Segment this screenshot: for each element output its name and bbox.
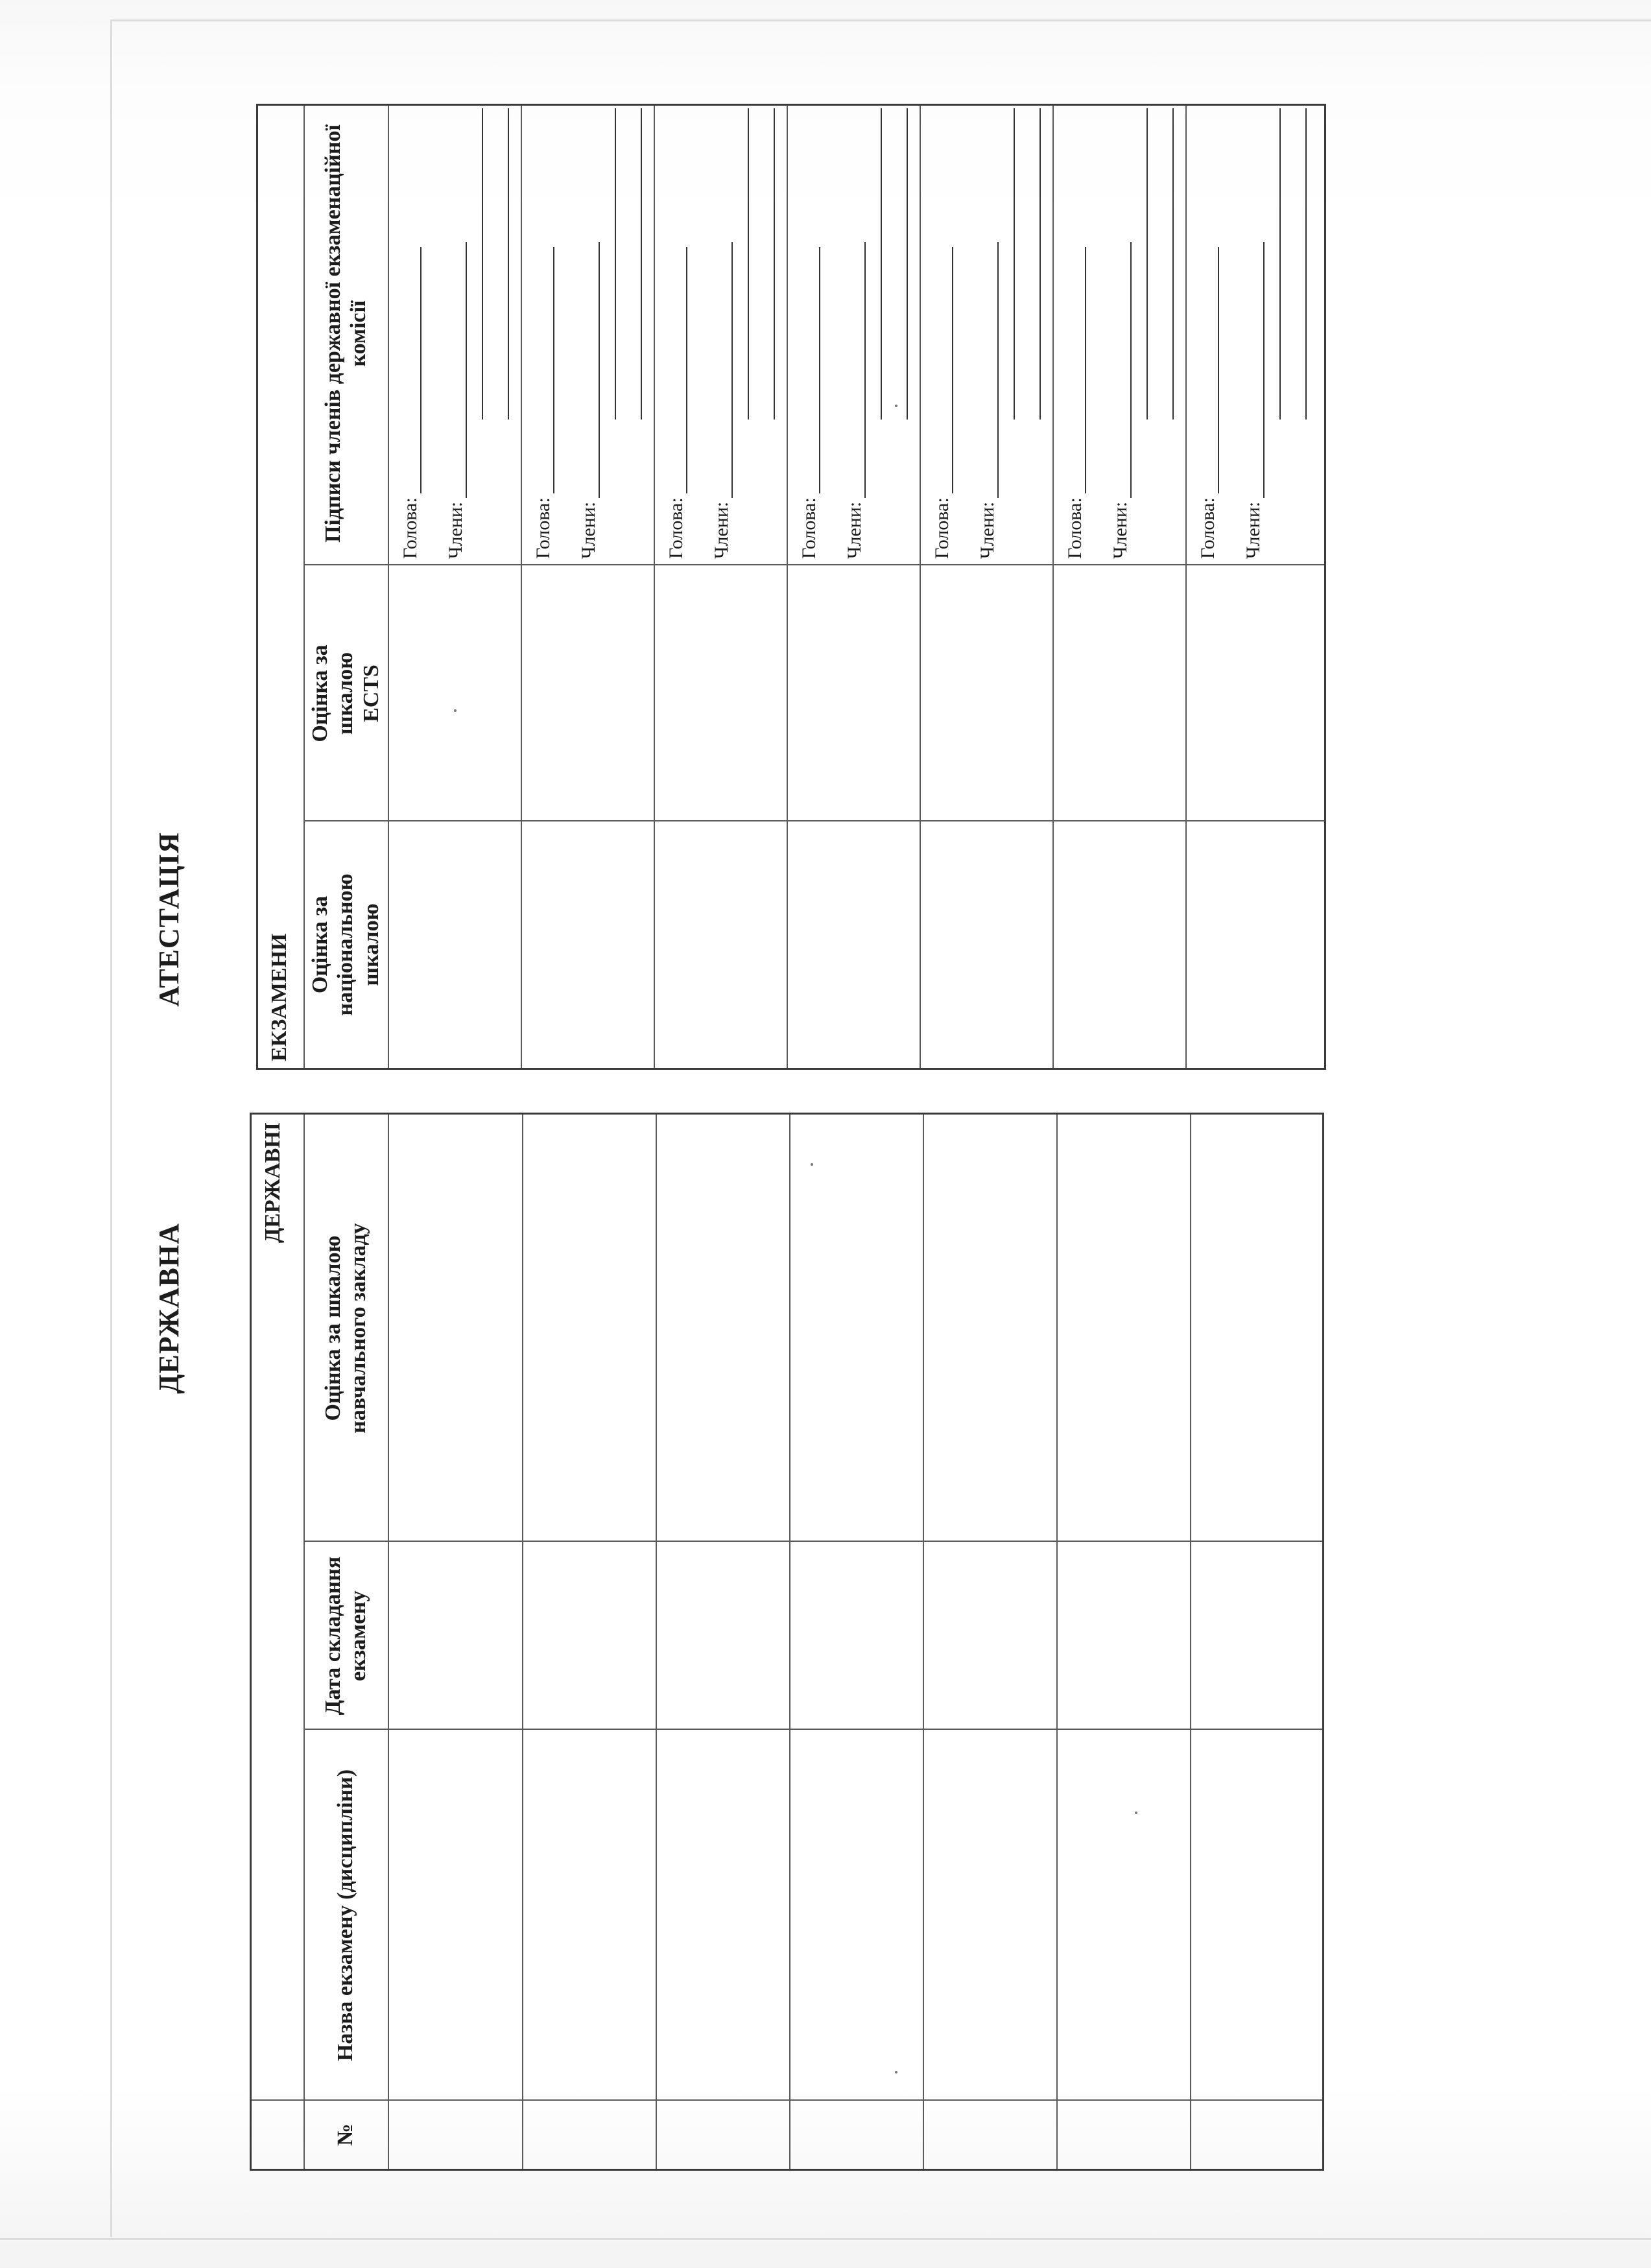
header-exam-date: Дата складання екзамену (320, 1556, 370, 1716)
members-signature-line (441, 242, 467, 559)
header-exam-name: Назва екзамену (дисципліни) (333, 1769, 358, 2062)
col-divider (303, 1541, 1322, 1542)
chair-label: Голова: (931, 497, 953, 559)
right-band-label: ЕКЗАМЕНИ (267, 933, 291, 1061)
signature-line (1130, 242, 1132, 498)
member-extra-line (1172, 108, 1174, 419)
chair-label: Голова: (532, 497, 554, 559)
members-signature-line (1239, 242, 1265, 559)
row-divider (787, 106, 788, 1068)
signature-line (1218, 247, 1219, 493)
members-signature-line (973, 242, 999, 559)
chair-label: Голова: (665, 497, 687, 559)
col-divider (252, 2099, 1322, 2101)
members-label: Члени: (844, 501, 865, 559)
header-national-grade: Оцінка за національною шкалою (308, 873, 383, 1016)
signature-line (466, 242, 467, 498)
chair-label: Голова: (1197, 497, 1218, 559)
row-divider (923, 1115, 924, 2169)
scan-speck (811, 1163, 813, 1166)
members-label: Члени: (1110, 501, 1131, 559)
chair-signature-line (396, 247, 422, 559)
row-divider (920, 106, 921, 1068)
right-exam-table (256, 104, 1326, 1070)
header-school-grade: Оцінка за шкалою навчального закладу (320, 1223, 370, 1434)
row-divider (388, 1115, 389, 2169)
chair-label: Голова: (1064, 497, 1086, 559)
member-extra-line (748, 108, 749, 419)
signature-line (864, 242, 866, 498)
row-divider (789, 1115, 790, 2169)
col-divider (303, 820, 1324, 821)
member-extra-line (1279, 108, 1281, 419)
members-label: Члени: (445, 501, 466, 559)
member-extra-line (907, 108, 908, 419)
col-divider (303, 564, 1324, 565)
member-extra-line (1305, 108, 1307, 419)
signature-line (686, 247, 687, 493)
member-extra-line (641, 108, 642, 419)
row-divider (521, 106, 522, 1068)
chair-signature-line (794, 247, 820, 559)
signature-line (952, 247, 953, 493)
signature-line (599, 242, 600, 498)
signature-line (997, 242, 999, 498)
members-label: Члени: (977, 501, 998, 559)
members-signature-line (840, 242, 866, 559)
member-extra-line (1014, 108, 1015, 419)
member-extra-line (508, 108, 509, 419)
row-divider (1185, 106, 1187, 1068)
row-divider (1190, 1115, 1191, 2169)
left-exam-table (250, 1113, 1324, 2171)
scan-speck (895, 2071, 897, 2073)
header-commission-signatures: Підписи членів державної екзаменаційної комісії (320, 124, 370, 543)
row-divider (654, 106, 655, 1068)
members-label: Члени: (578, 501, 599, 559)
signature-line (1263, 242, 1265, 498)
chair-label: Голова: (399, 497, 421, 559)
scan-speck (1135, 1812, 1137, 1814)
col-divider (303, 1729, 1322, 1730)
scan-speck (454, 709, 457, 712)
chair-label: Голова: (798, 497, 820, 559)
member-extra-line (881, 108, 882, 419)
signature-line (553, 247, 554, 493)
member-extra-line (1146, 108, 1148, 419)
signature-line (819, 247, 820, 493)
row-divider (656, 1115, 657, 2169)
title-left-word: ДЕРЖАВНА (153, 1223, 185, 1394)
header-number: № (333, 2123, 358, 2146)
member-extra-line (1039, 108, 1041, 419)
member-extra-line (774, 108, 775, 419)
members-label: Члени: (711, 501, 732, 559)
chair-signature-line (1060, 247, 1086, 559)
row-divider (522, 1115, 523, 2169)
chair-signature-line (661, 247, 687, 559)
signature-line (420, 247, 422, 493)
members-signature-line (707, 242, 733, 559)
members-signature-line (1106, 242, 1132, 559)
member-extra-line (615, 108, 616, 419)
chair-signature-line (927, 247, 953, 559)
scan-speck (895, 405, 897, 407)
signature-line (1085, 247, 1086, 493)
row-divider (1056, 1115, 1058, 2169)
signature-line (731, 242, 733, 498)
members-label: Члени: (1242, 501, 1264, 559)
chair-signature-line (529, 247, 554, 559)
row-divider (388, 106, 389, 1068)
row-divider (1052, 106, 1054, 1068)
left-band-label: ДЕРЖАВНІ (261, 1122, 285, 1244)
member-extra-line (482, 108, 483, 419)
header-ects-grade: Оцінка за шкалою ЕCTS (308, 644, 383, 742)
members-signature-line (574, 242, 600, 559)
chair-signature-line (1193, 247, 1219, 559)
title-right-word: АТЕСТАЦІЯ (153, 832, 185, 1007)
